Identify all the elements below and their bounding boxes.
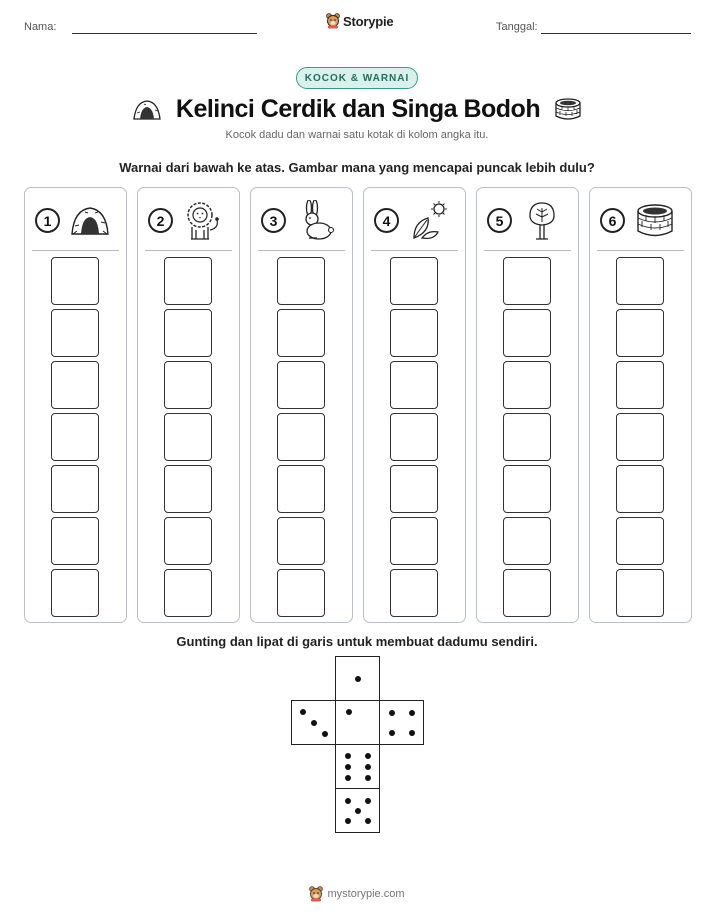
die-pip <box>346 709 352 715</box>
color-box[interactable] <box>277 413 325 461</box>
activity-badge: KOCOK & WARNAI <box>296 67 418 89</box>
die-face-5[interactable] <box>335 788 380 833</box>
page-subtitle: Kocok dadu dan warnai satu kotak di kolom angka itu. <box>225 129 489 141</box>
rabbit-icon <box>295 200 337 242</box>
column-divider <box>258 250 345 251</box>
die-pip <box>345 818 351 824</box>
cut-instruction: Gunting dan lipat di garis untuk membuat dadumu sendiri. <box>176 634 538 649</box>
title-row <box>0 92 714 126</box>
die-face-1[interactable] <box>335 700 380 745</box>
color-box[interactable] <box>390 413 438 461</box>
color-box[interactable] <box>164 361 212 409</box>
color-box[interactable] <box>51 309 99 357</box>
die-pip <box>345 753 351 759</box>
die-pip <box>409 710 415 716</box>
die-pip <box>355 676 361 682</box>
color-box[interactable] <box>164 569 212 617</box>
color-box[interactable] <box>51 257 99 305</box>
well-icon <box>634 200 676 242</box>
die-face-3[interactable] <box>291 700 336 745</box>
brand-name: Storypie <box>343 13 394 29</box>
color-box[interactable] <box>164 517 212 565</box>
column-divider <box>597 250 684 251</box>
name-field-line[interactable] <box>72 33 257 34</box>
tree-icon <box>521 200 563 242</box>
color-box[interactable] <box>164 413 212 461</box>
color-box[interactable] <box>503 257 551 305</box>
die-pip <box>311 720 317 726</box>
color-box[interactable] <box>616 465 664 513</box>
color-box[interactable] <box>164 257 212 305</box>
color-box[interactable] <box>616 569 664 617</box>
date-field-line[interactable] <box>541 33 691 34</box>
race-columns <box>24 187 690 623</box>
die-pip <box>322 731 328 737</box>
column-divider <box>484 250 571 251</box>
color-box[interactable] <box>616 309 664 357</box>
color-box[interactable] <box>390 309 438 357</box>
color-box[interactable] <box>164 309 212 357</box>
color-box[interactable] <box>277 517 325 565</box>
column-header <box>477 198 578 248</box>
column-divider <box>371 250 458 251</box>
die-pip <box>365 818 371 824</box>
column-6 <box>589 187 692 623</box>
name-label: Nama: <box>24 21 57 33</box>
page-title: Kelinci Cerdik dan Singa Bodoh <box>175 94 541 123</box>
color-box[interactable] <box>390 465 438 513</box>
color-box[interactable] <box>390 361 438 409</box>
die-pip <box>365 798 371 804</box>
storypie-logo <box>326 13 393 29</box>
column-number: 6 <box>600 208 625 233</box>
color-box[interactable] <box>164 465 212 513</box>
color-box[interactable] <box>277 309 325 357</box>
column-3 <box>250 187 353 623</box>
column-header <box>590 198 691 248</box>
page-header <box>0 0 714 50</box>
column-1 <box>24 187 127 623</box>
column-header <box>25 198 126 248</box>
footer-url[interactable]: mystorypie.com <box>327 888 405 900</box>
color-box[interactable] <box>277 465 325 513</box>
bear-logo-icon <box>309 886 323 902</box>
die-pip <box>345 775 351 781</box>
date-label: Tanggal: <box>496 21 538 33</box>
lion-icon <box>182 200 224 242</box>
color-box[interactable] <box>503 517 551 565</box>
die-pip <box>365 753 371 759</box>
die-pip <box>389 730 395 736</box>
column-number: 1 <box>35 208 60 233</box>
color-box[interactable] <box>503 309 551 357</box>
well-icon <box>554 97 582 121</box>
color-box[interactable] <box>390 569 438 617</box>
die-face-4[interactable] <box>379 700 424 745</box>
color-box[interactable] <box>390 257 438 305</box>
column-header <box>138 198 239 248</box>
column-divider <box>32 250 119 251</box>
die-pip <box>355 808 361 814</box>
die-face-6[interactable] <box>335 744 380 789</box>
column-number: 3 <box>261 208 286 233</box>
color-box[interactable] <box>51 413 99 461</box>
coloring-instruction: Warnai dari bawah ke atas. Gambar mana yang mencapai puncak lebih dulu? <box>119 160 595 175</box>
color-box[interactable] <box>503 465 551 513</box>
color-box[interactable] <box>503 569 551 617</box>
color-box[interactable] <box>277 257 325 305</box>
color-box[interactable] <box>503 413 551 461</box>
color-box[interactable] <box>616 257 664 305</box>
die-pip <box>389 710 395 716</box>
column-header <box>251 198 352 248</box>
die-pip <box>345 764 351 770</box>
die-pip <box>409 730 415 736</box>
color-box[interactable] <box>616 517 664 565</box>
color-box[interactable] <box>51 361 99 409</box>
column-number: 4 <box>374 208 399 233</box>
color-box[interactable] <box>51 569 99 617</box>
color-box[interactable] <box>616 361 664 409</box>
die-pip <box>365 775 371 781</box>
column-header <box>364 198 465 248</box>
cave-icon <box>69 200 111 242</box>
column-number: 2 <box>148 208 173 233</box>
color-box[interactable] <box>51 465 99 513</box>
column-divider <box>145 250 232 251</box>
column-number: 5 <box>487 208 512 233</box>
column-5 <box>476 187 579 623</box>
color-box[interactable] <box>277 569 325 617</box>
page-footer <box>0 886 714 902</box>
die-pip <box>300 709 306 715</box>
column-4 <box>363 187 466 623</box>
sun-leaf-icon <box>408 200 450 242</box>
column-2 <box>137 187 240 623</box>
bear-logo-icon <box>326 13 340 29</box>
cave-icon <box>132 98 162 120</box>
die-pip <box>365 764 371 770</box>
color-box[interactable] <box>390 517 438 565</box>
color-box[interactable] <box>277 361 325 409</box>
die-pip <box>345 798 351 804</box>
color-box[interactable] <box>503 361 551 409</box>
color-box[interactable] <box>616 413 664 461</box>
color-box[interactable] <box>51 517 99 565</box>
die-face-1[interactable] <box>335 656 380 701</box>
